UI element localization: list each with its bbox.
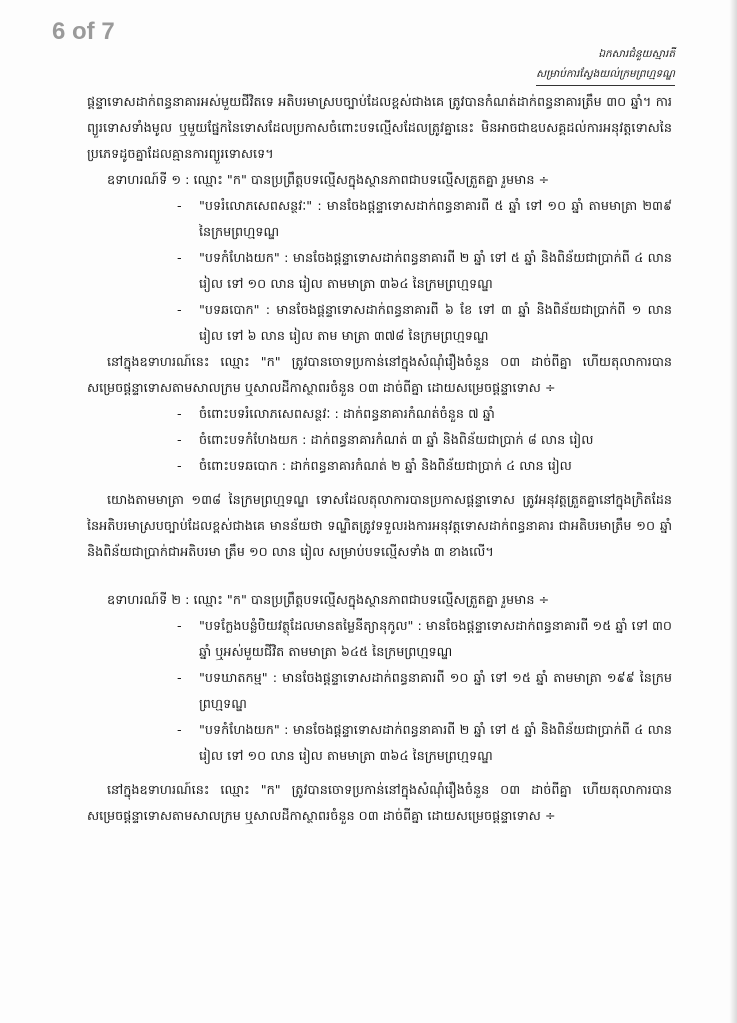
list-item: - ចំពោះបទកំហែងយក : ដាក់ពន្ធនាគារកំណត់ ៣ ឆ្នាំ និងពិន័យជាប្រាក់ ៨ លាន រៀល [177, 433, 594, 448]
example1-sentences-list [87, 402, 672, 480]
example2-charges-list [87, 614, 672, 770]
list-item: - "បទរំលោភសេពសន្ថវៈ" : មានចែងផ្តន្ទាទោសដាក់ពន្ធនាគារពី ៥ ឆ្នាំ ទៅ ១០ ឆ្នាំ តាមមាត្រា ២៣៩ នៃក្រមព្រហ្មទណ្ឌ [177, 199, 672, 240]
list-item: - "បទកំហែងយក" : មានចែងផ្តន្ទាទោសដាក់ពន្ធនាគារពី ២ ឆ្នាំ ទៅ ៥ ឆ្នាំ និងពិន័យជាប្រាក់ពី ៤ លាន រៀល ទៅ ១០ លាន រៀល តាមមាត្រា ៣៦៤ នៃក្រមព្រហ្មទណ្ឌ [177, 251, 672, 292]
example1-heading: ឧទាហរណ៍ទី ១ : ឈ្មោះ "ក" បានប្រព្រឹត្តបទល្មើសក្នុងស្ថានភាពជាបទល្មើសត្រួតគ្នា រួមមាន ÷ [107, 173, 550, 188]
list-item: - "បទក្លែងបន្លំបិយវត្ថុដែលមានតម្លៃនីត្យានុកូល" : មានចែងផ្តន្ទាទោសដាក់ពន្ធនាគារពី ១៥ ឆ្នាំ ទៅ ៣០ ឆ្នាំ ឬអស់មួយជីវិត តាមមាត្រា ៦៤៥ នៃក្រមព្រហ្មទណ្ឌ [177, 619, 672, 660]
intro-paragraph: ផ្តន្ទាទោសដាក់ពន្ធនាគារអស់មួយជីវិតទេ អតិបរមាស្របច្បាប់ដែលខ្ពស់ជាងគេ ត្រូវបានកំណត់ដាក់ពន្ធនាគារត្រឹម ៣០ ឆ្នាំ។ ការព្យួរទោសទាំងមូល ឬមួយផ្នែកនៃទោសដែលប្រកាសចំពោះបទល្មើសដែលត្រូវគ្នានេះ មិនអាចជាឧបសគ្គដល់ការអនុវត្តទោសនៃប្រភេទដូចគ្នាដែលគ្មានការព្យួរទោសទេ។ [87, 95, 672, 162]
page-edge-shadow [729, 0, 737, 1023]
running-header-subtitle: សម្រាប់ការស្វែងយល់ក្រមព្រហ្មទណ្ឌ [536, 64, 675, 86]
example2-heading: ឧទាហរណ៍ទី ២ : ឈ្មោះ "ក" បានប្រព្រឹត្តបទល្មើសក្នុងស្ថានភាពជាបទល្មើសត្រួតគ្នា រួមមាន ÷ [107, 593, 550, 608]
example1-trial-paragraph: នៅក្នុងឧទាហរណ៍នេះ ឈ្មោះ "ក" ត្រូវបានចោទប្រកាន់នៅក្នុងសំណុំរឿងចំនួន ០៣ ដាច់ពីគ្នា ហើយតុលាការបានសម្រេចផ្តន្ទាទោសតាមសាលក្រម ឬសាលដីកាស្ថាពរចំនួន ០៣ ដាច់ពីគ្នា ដោយសម្រេចផ្តន្ទាទោស ÷ [87, 355, 672, 396]
page-counter: 6 of 7 [52, 18, 115, 45]
list-item: - "បទកំហែងយក" : មានចែងផ្តន្ទាទោសដាក់ពន្ធនាគារពី ២ ឆ្នាំ ទៅ ៥ ឆ្នាំ និងពិន័យជាប្រាក់ពី ៤ លាន រៀល ទៅ ១០ លាន រៀល តាមមាត្រា ៣៦៤ នៃក្រមព្រហ្មទណ្ឌ [177, 723, 672, 764]
example2-trial-paragraph: នៅក្នុងឧទាហរណ៍នេះ ឈ្មោះ "ក" ត្រូវបានចោទប្រកាន់នៅក្នុងសំណុំរឿងចំនួន ០៣ ដាច់ពីគ្នា ហើយតុលាការបានសម្រេចផ្តន្ទាទោសតាមសាលក្រម ឬសាលដីកាស្ថាពរចំនួន ០៣ ដាច់ពីគ្នា ដោយសម្រេចផ្តន្ទាទោស ÷ [87, 783, 672, 824]
example1-charges-list [87, 194, 672, 350]
list-item: - ចំពោះបទឆបោក : ដាក់ពន្ធនាគារកំណត់ ២ ឆ្នាំ និងពិន័យជាប្រាក់ ៤ លាន រៀល [177, 459, 572, 474]
running-header-title: ឯកសារជំនួយស្មារតី [598, 48, 675, 60]
list-item: - "បទឆបោក" : មានចែងផ្តន្ទាទោសដាក់ពន្ធនាគារពី ៦ ខែ ទៅ ៣ ឆ្នាំ និងពិន័យជាប្រាក់ពី ១ លាន រៀល ទៅ ៦ លាន រៀល តាម មាត្រា ៣៧៨ នៃក្រមព្រហ្មទណ្ឌ [177, 303, 672, 344]
page-body [87, 90, 672, 830]
list-item: - ចំពោះបទរំលោភសេពសន្ថវៈ : ដាក់ពន្ធនាគារកំណត់ចំនួន ៧ ឆ្នាំ [177, 407, 495, 422]
example1-conclusion: យោងតាមមាត្រា ១៣៨ នៃក្រមព្រហ្មទណ្ឌ ទោសដែលតុលាការបានប្រកាសផ្តន្ទាទោស ត្រូវអនុវត្តត្រួតគ្នានៅក្នុងក្រិតដែននៃអតិបរមាស្របច្បាប់ដែលខ្ពស់ជាងគេ មានន័យថា ទណ្ឌិតត្រូវទទួលរងការអនុវត្តទោសដាក់ពន្ធនាគារ ជាអតិបរមាត្រឹម ១០ ឆ្នាំ និងពិន័យជាប្រាក់ជាអតិបរមា ត្រឹម ១០ លាន រៀល សម្រាប់បទល្មើសទាំង ៣ ខាងលើ។ [87, 493, 672, 560]
running-header [415, 44, 675, 86]
list-item: - "បទឃាតកម្ម" : មានចែងផ្តន្ទាទោសដាក់ពន្ធនាគារពី ១០ ឆ្នាំ ទៅ ១៥ ឆ្នាំ តាមមាត្រា ១៩៩ នៃក្រមព្រហ្មទណ្ឌ [177, 671, 672, 712]
